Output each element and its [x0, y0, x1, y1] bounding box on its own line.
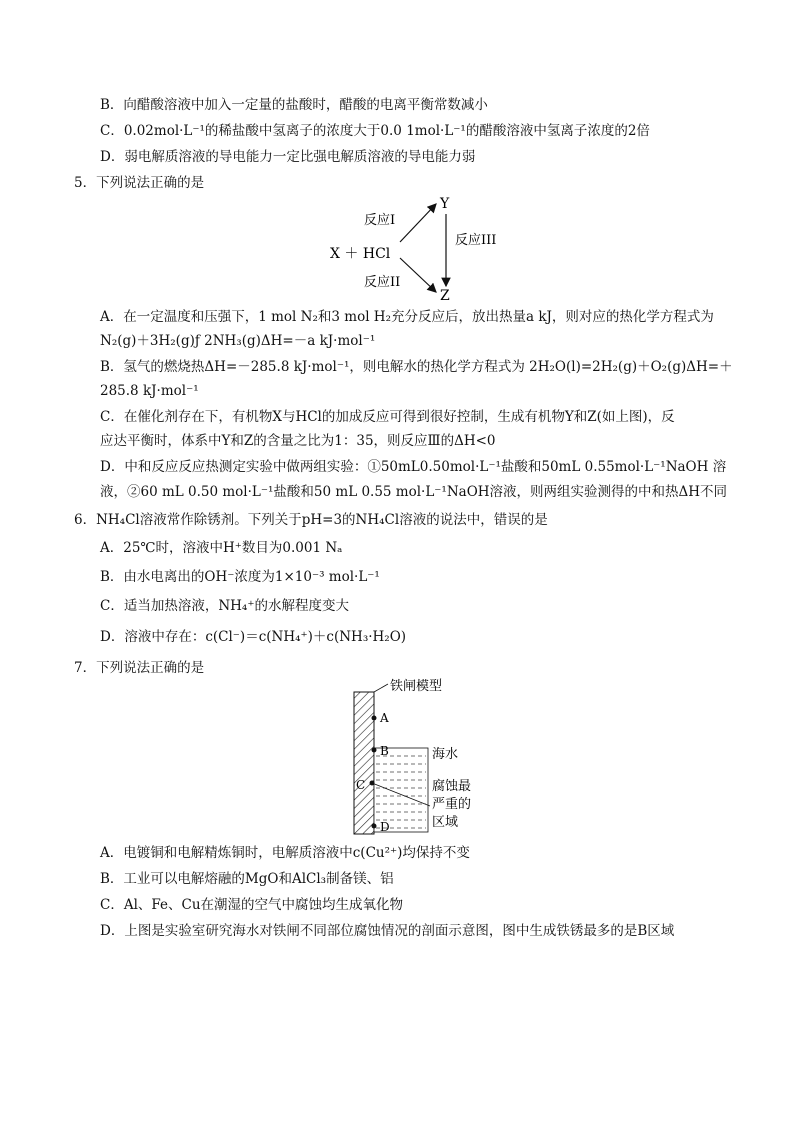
point-b — [372, 748, 377, 753]
q7-option-b: B．工业可以电解熔融的MgO和AlCl₃制备镁、铝 — [100, 871, 394, 887]
q5-option-d-line2: 液，②60 mL 0.50 mol·L⁻¹盐酸和50 mL 0.55 mol·L⁻¹NaOH溶液，则两组实验测得的中和热ΔH不同 — [100, 484, 728, 500]
seawater-label: 海水 — [432, 747, 459, 762]
q5-option-c-line1: C．在催化剂存在下，有机物X与HCl的加成反应可得到很好控制，生成有机物Y和Z(如上图)，反 — [100, 409, 675, 425]
point-a — [372, 716, 377, 721]
q5-option-c-line2: 应达平衡时，体系中Y和Z的含量之比为1：35，则反应Ⅲ的ΔH<0 — [100, 433, 496, 449]
q7-option-c: C．Al、Fe、Cu在潮湿的空气中腐蚀均生成氧化物 — [100, 897, 404, 913]
q5-option-d-line1: D．中和反应反应热测定实验中做两组实验：①50mL0.50mol·L⁻¹盐酸和50mL 0.55mol·L⁻¹NaOH 溶 — [100, 459, 727, 475]
product-y-label: Y — [440, 196, 450, 212]
corrosion-note-2: 严重的 — [432, 797, 472, 812]
product-z-label: Z — [440, 288, 450, 304]
reaction-1-label: 反应I — [364, 213, 396, 228]
q6-option-c: C．适当加热溶液，NH₄⁺的水解程度变大 — [100, 598, 349, 614]
point-c-label: C — [356, 778, 366, 792]
point-d — [372, 824, 377, 829]
q4-option-d: D．弱电解质溶液的导电能力一定比强电解质溶液的导电能力弱 — [100, 149, 476, 165]
q5-option-a-line1: A．在一定温度和压强下，1 mol N₂和3 mol H₂充分反应后，放出热量a kJ，则对应的热化学方程式为 — [100, 309, 714, 325]
corrosion-note-1: 腐蚀最 — [432, 779, 472, 794]
q4-option-c: C．0.02mol·L⁻¹的稀盐酸中氢离子的浓度大于0.0 1mol·L⁻¹的醋酸溶液中氢离子浓度的2倍 — [100, 123, 650, 139]
q6-option-a: A．25℃时，溶液中H⁺数目为0.001 Nₐ — [100, 540, 343, 556]
question-5-stem: 5．下列说法正确的是 — [74, 175, 205, 191]
point-b-label: B — [380, 744, 389, 758]
reaction-scheme-diagram — [320, 190, 510, 305]
q7-option-d: D．上图是实验室研究海水对铁闸不同部位腐蚀情况的剖面示意图，图中生成铁锈最多的是B区域 — [100, 923, 675, 939]
q7-option-a: A．电镀铜和电解精炼铜时，电解质溶液中c(Cu²⁺)均保持不变 — [100, 845, 470, 861]
question-6-stem: 6．NH₄Cl溶液常作除锈剂。下列关于pH=3的NH₄Cl溶液的说法中，错误的是 — [74, 512, 548, 528]
q6-option-d: D．溶液中存在：c(Cl⁻)＝c(NH₄⁺)＋c(NH₃·H₂O) — [100, 629, 407, 645]
arrow-reaction-2 — [400, 258, 436, 292]
reaction-3-label: 反应III — [455, 233, 497, 248]
point-a-label: A — [380, 711, 389, 725]
reaction-2-label: 反应II — [364, 275, 401, 290]
iron-gate-diagram — [340, 678, 510, 838]
q6-option-b: B．由水电离出的OH⁻浓度为1×10⁻³ mol·L⁻¹ — [100, 569, 380, 585]
iron-gate-label: 铁闸模型 — [390, 679, 443, 694]
question-7-stem: 7．下列说法正确的是 — [74, 660, 205, 676]
point-d-label: D — [380, 820, 390, 834]
q4-option-b: B．向醋酸溶液中加入一定量的盐酸时，醋酸的电离平衡常数减小 — [100, 97, 488, 113]
q5-option-a-line2: N₂(g)＋3H₂(g)ƒ 2NH₃(g)ΔH=－a kJ·mol⁻¹ — [100, 333, 376, 349]
reactant-label: X ＋ HCl — [330, 246, 391, 262]
q5-option-b-line1: B．氢气的燃烧热ΔH=－285.8 kJ·mol⁻¹，则电解水的热化学方程式为 2H₂O(l)=2H₂(g)＋O₂(g)ΔH=＋ — [100, 359, 733, 375]
arrow-reaction-1 — [400, 204, 436, 242]
q5-option-b-line2: 285.8 kJ·mol⁻¹ — [100, 383, 199, 399]
corrosion-note-3: 区域 — [432, 815, 459, 830]
iron-gate-model — [354, 692, 374, 834]
